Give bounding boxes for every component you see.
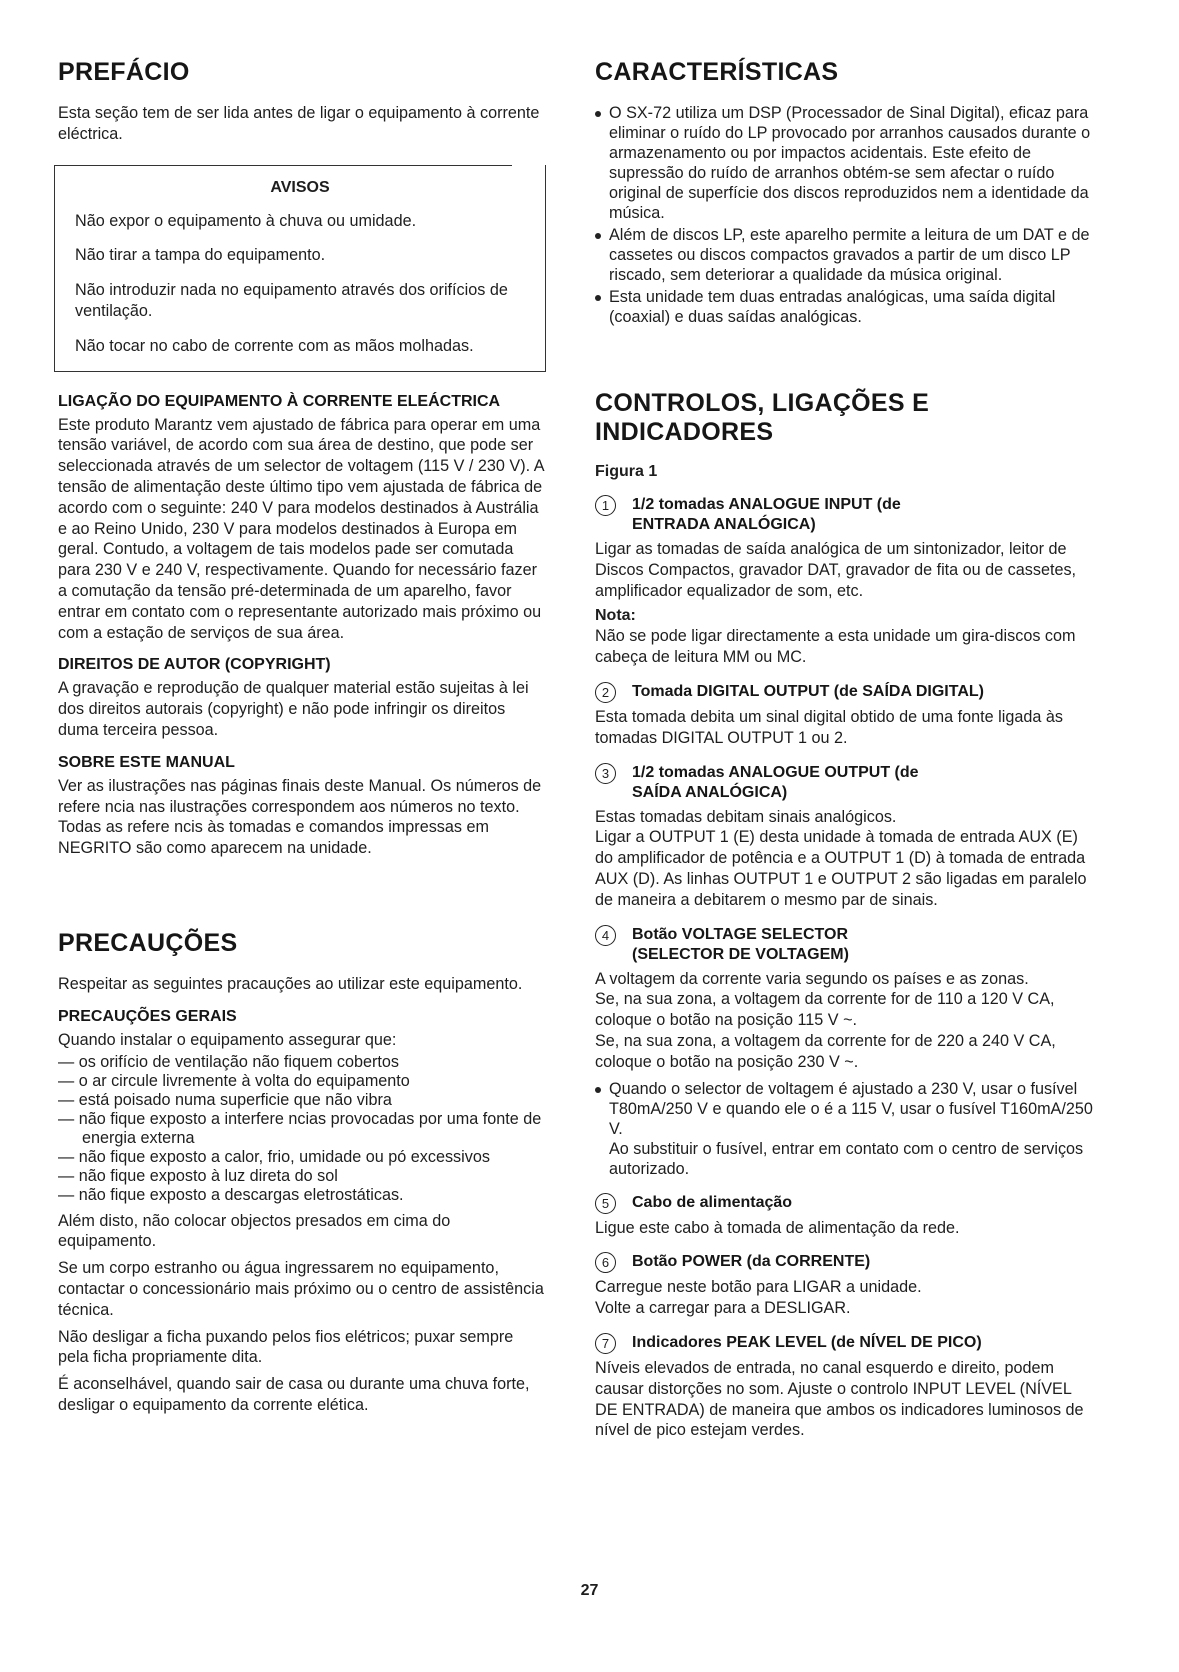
list-item: O SX-72 utiliza um DSP (Processador de Sinal Digital), eficaz para eliminar o ruído do LP provocado por arranhos causados durante o armazenamento ou por impactos acidentais. Este efeito de supressão do ruído de arranhos obtém-se sem afectar o ruído original de superfície dos discos reproduzidos nem a identidade da música. [595,103,1095,223]
voltage-bullet [595,1079,1095,1179]
gerais-paragraph: É aconselhável, quando sair de casa ou durante uma chuva forte, desligar o equipamento da corrente elética. [58,1375,530,1414]
item-title: Botão POWER (da CORRENTE) [632,1253,871,1271]
gerais-paragraph: Se um corpo estranho ou água ingressarem no equipamento, contactar o concessionário mais próximo ou o centro de assistência técnica. [58,1259,544,1319]
item-title: Botão VOLTAGE SELECTOR (SELECTOR DE VOLTAGEM) [632,925,849,963]
direitos-title: DIREITOS DE AUTOR (COPYRIGHT) [58,656,331,674]
list-item: — não fique exposto à luz direta do sol [58,1167,548,1186]
item-text: Ligue este cabo à tomada de alimentação da rede. [595,1218,960,1237]
item-text: Níveis elevados de entrada, no canal esquerdo e direito, podem causar distorções no som. Ajuste o controlo INPUT LEVEL (NÍVEL DE ENTRADA) de maneira que ambos os indicadores luminosos de nível de pico estejam verdes. [595,1358,1084,1440]
list-item: — o ar circule livremente à volta do equipamento [58,1072,548,1091]
item-title: Tomada DIGITAL OUTPUT (de SAÍDA DIGITAL) [632,682,984,700]
prefacio-text: Esta seção tem de ser lida antes de ligar o equipamento à corrente eléctrica. [58,104,540,143]
right-column [595,58,1095,1447]
item-6-head [595,1252,1095,1273]
aviso-item: Não expor o equipamento à chuva ou umidade. [75,211,417,230]
nota-label: Nota: [595,607,636,625]
item-4-head [595,925,1095,965]
aviso-item: Não tirar a tampa do equipamento. [75,246,326,265]
page-number: 27 [580,1582,599,1599]
gerais-intro: Quando instalar o equipamento assegurar que: [58,1030,397,1049]
item-text: Estas tomadas debitam sinais analógicos. [595,807,897,826]
sobre-text: Ver as ilustrações nas páginas finais deste Manual. Os números de refere ncia nas ilustrações correspondem aos números no texto. Todas as refere ncis às tomadas e comandos impressas em NEGRITO são como aparecem na unidade. [58,776,542,858]
bullet-text: Quando o selector de voltagem é ajustado a 230 V, usar o fusível T80mA/250 V e quando ele o é a 115 V, usar o fusível T160mA/250 V. [609,1079,1093,1138]
prefacio-title: PREFÁCIO [58,58,190,86]
ligacao-text: Este produto Marantz vem ajustado de fábrica para operar em uma tensão variável, de acordo com sua área de destino, que pode ser seleccionada através de um selector de voltagem (115 V / 230 V). A tensão de alimentação deste último tipo vem ajustada de fábrica de acordo com o seguinte: 240 V para modelos destinados à Austrália e ao Reino Unido, 230 V para modelos destinados à Europa em geral. Contudo, a voltagem de tais modelos pade ser comutada para 230 V e 240 V, respectivamente. Quando for necessário fazer a comutação da tensão pré-determinada de um aparelho, favor entrar em contato com o representante autorizado mais próximo ou com a estação de serviços de sua área. [58,415,544,642]
list-item [595,1079,1095,1179]
item-text: Ligar as tomadas de saída analógica de um sintonizador, leitor de Discos Compactos, gravador DAT, gravador de fita ou de cassetes, amplificador equalizador de som, etc. [595,540,1077,600]
list-item: — não fique exposto a interfere ncias provocadas por uma fonte de energia externa [58,1110,548,1148]
item-title: 1/2 tomadas ANALOGUE OUTPUT (de SAÍDA ANALÓGICA) [632,763,919,801]
gerais-paragraph: Além disto, não colocar objectos presados em cima do equipamento. [58,1211,451,1251]
circled-number: 7 [595,1333,616,1354]
aviso-item: Não tocar no cabo de corrente com as mãos molhadas. [75,336,474,355]
circled-number: 2 [595,682,616,703]
item-text: Ligar a OUTPUT 1 (E) desta unidade à tomada de entrada AUX (E) do amplificador de potência e a OUTPUT 1 (D) à tomada de entrada AUX (D). As linhas OUTPUT 1 e OUTPUT 2 são ligadas em paralelo de maneira a debitarem o mesmo par de sinais. [595,828,1087,909]
list-item: — os orifício de ventilação não fiquem cobertos [58,1053,548,1072]
item-7-head [595,1333,1095,1354]
precaucoes-intro: Respeitar as seguintes pracauções ao utilizar este equipamento. [58,974,523,993]
avisos-title: AVISOS [270,178,330,196]
gerais-list [58,1053,548,1205]
circled-number: 6 [595,1252,616,1273]
list-item: Além de discos LP, este aparelho permite a leitura de um DAT e de cassetes ou discos compactos gravados a partir de um disco LP riscado, sem deteriorar a qualidade da música original. [595,225,1095,285]
list-item: Esta unidade tem duas entradas analógicas, uma saída digital (coaxial) e duas saídas analógicas. [595,287,1095,327]
item-3-head [595,763,1095,803]
circled-number: 4 [595,925,616,946]
item-title: Indicadores PEAK LEVEL (de NÍVEL DE PICO) [632,1333,982,1351]
gerais-title: PRECAUÇÕES GERAIS [58,1007,237,1025]
circled-number: 3 [595,763,616,784]
bullet-text: Ao substituir o fusível, entrar em contato com o centro de serviços autorizado. [609,1139,1084,1178]
direitos-text: A gravação e reprodução de qualquer material estão sujeitas à lei dos direitos autorais (copyright) e não pode infringir os direitos duma terceira pessoa. [58,679,529,739]
avisos-box [54,165,546,372]
caracteristicas-title: CARACTERÍSTICAS [595,58,839,86]
gerais-paragraph: Não desligar a ficha puxando pelos fios elétricos; puxar sempre pela ficha propriamente dita. [58,1327,514,1367]
item-text: Se, na sua zona, a voltagem da corrente for de 220 a 240 V CA, coloque o botão na posição 230 V ~. [595,1031,1056,1071]
item-text: Se, na sua zona, a voltagem da corrente for de 110 a 120 V CA, coloque o botão na posição 115 V ~. [595,990,1055,1030]
list-item: — está poisado numa superficie que não vibra [58,1091,548,1110]
list-item: — não fique exposto a descargas eletrostáticas. [58,1186,548,1205]
item-text: Esta tomada debita um sinal digital obtido de uma fonte ligada às tomadas DIGITAL OUTPUT 1 ou 2. [595,707,1063,747]
sobre-title: SOBRE ESTE MANUAL [58,753,235,771]
precaucoes-title: PRECAUÇÕES [58,928,238,957]
caracteristicas-list [595,103,1095,327]
circled-number: 5 [595,1193,616,1214]
item-2-head [595,682,1095,703]
item-5-head [595,1193,1095,1214]
left-column [58,58,548,1422]
nota-text: Não se pode ligar directamente a esta unidade um gira-discos com cabeça de leitura MM ou MC. [595,627,1076,667]
ligacao-title: LIGAÇÃO DO EQUIPAMENTO À CORRENTE ELEÁCTRICA [58,392,501,410]
aviso-item: Não introduzir nada no equipamento através dos orifícios de ventilação. [75,281,508,320]
list-item: — não fique exposto a calor, frio, umidade ou pó excessivos [58,1148,548,1167]
item-text: Volte a carregar para a DESLIGAR. [595,1299,851,1318]
controlos-title: CONTROLOS, LIGAÇÕES E INDICADORES [595,389,930,446]
circled-number: 1 [595,495,616,516]
item-title: Cabo de alimentação [632,1193,793,1211]
item-text: Carregue neste botão para LIGAR a unidade. [595,1278,922,1297]
figura-label: Figura 1 [595,463,658,480]
item-text: A voltagem da corrente varia segundo os países e as zonas. [595,969,1029,988]
item-1-head [595,495,1095,535]
item-title: 1/2 tomadas ANALOGUE INPUT (de ENTRADA ANALÓGICA) [632,496,901,533]
